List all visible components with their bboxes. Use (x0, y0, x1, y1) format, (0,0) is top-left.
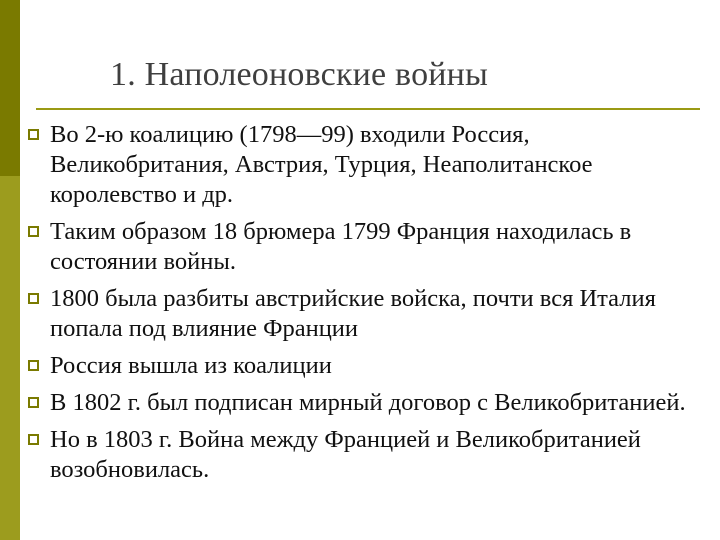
title-underline (36, 108, 700, 110)
bullet-item (28, 351, 712, 381)
bullet-text: Но в 1803 г. Война между Францией и Великобританией возобновилась. (50, 426, 641, 483)
bullet-item (28, 120, 712, 210)
side-accent-bar (0, 0, 20, 540)
slide-title: 1. Наполеоновские войны (110, 56, 489, 93)
bullet-text: Россия вышла из коалиции (50, 352, 332, 379)
hollow-square-bullet-icon (28, 226, 39, 237)
side-accent-bar-top (0, 0, 20, 176)
hollow-square-bullet-icon (28, 434, 39, 445)
hollow-square-bullet-icon (28, 360, 39, 371)
bullet-text: Во 2-ю коалицию (1798—99) входили Россия, Великобритания, Австрия, Турция, Неаполитанское королевство и др. (50, 121, 593, 208)
bullet-text: Таким образом 18 брюмера 1799 Франция находилась в состоянии войны. (50, 218, 632, 275)
bullet-text: 1800 была разбиты австрийские войска, почти вся Италия попала под влияние Франции (50, 285, 656, 342)
bullet-item (28, 284, 712, 344)
bullet-item (28, 217, 712, 277)
hollow-square-bullet-icon (28, 397, 39, 408)
bullet-item (28, 425, 712, 485)
bullet-list (28, 120, 712, 492)
bullet-item (28, 388, 712, 418)
hollow-square-bullet-icon (28, 293, 39, 304)
bullet-text: В 1802 г. был подписан мирный договор с Великобританией. (50, 389, 686, 416)
hollow-square-bullet-icon (28, 129, 39, 140)
